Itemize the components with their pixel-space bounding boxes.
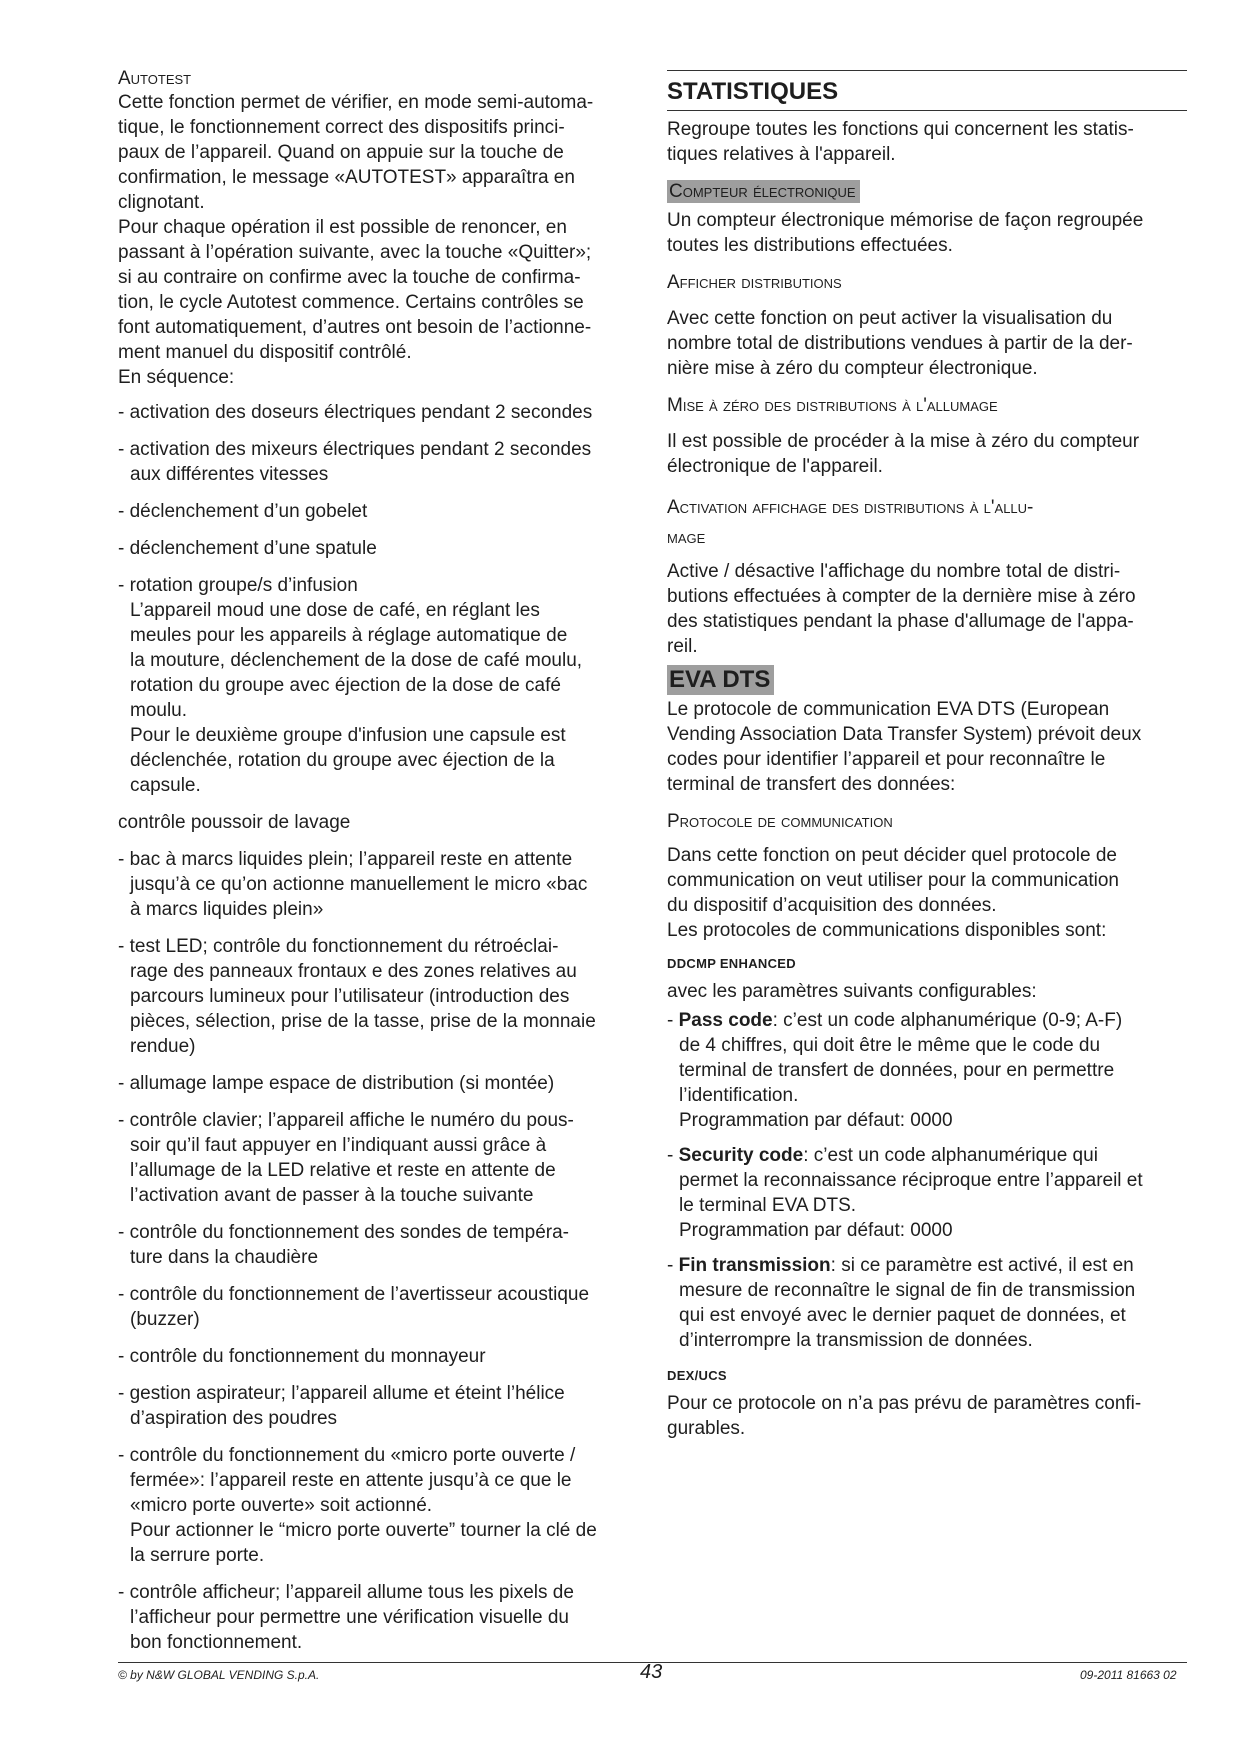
list-item [118,1220,638,1270]
intro-line: passant à l’opération suivante, avec la touche «Quitter»; [118,242,592,263]
param-line: le terminal EVA DTS. [679,1195,857,1216]
param-label: Fin transmission [678,1255,831,1276]
list-item-line: - activation des mixeurs électriques pendant 2 secondes [118,439,592,460]
afficher-line: nombre total de distributions vendues à partir de la der- [667,333,1133,354]
list-item-line: rendue) [130,1036,196,1057]
protocole-line: du dispositif d’acquisition des données. [667,895,997,916]
dex-text [667,1391,1187,1441]
list-item [118,437,638,487]
list-item-line: moulu. [130,700,188,721]
mise-line: Il est possible de procéder à la mise à zéro du compteur [667,431,1140,452]
intro-line: tique, le fonctionnement correct des dispositifs princi- [118,117,565,138]
param-line: : si ce paramètre est activé, il est en [830,1255,1134,1276]
afficher-line: nière mise à zéro du compteur électronique. [667,358,1038,379]
statistiques-heading: STATISTIQUES [667,70,1187,111]
intro-line: font automatiquement, d’autres ont besoin de l’actionne- [118,317,592,338]
list-item-line: d’aspiration des poudres [130,1408,338,1429]
intro-line: Pour chaque opération il est possible de renoncer, en [118,217,567,238]
page-number: 43 [640,1661,663,1683]
list-item-line: - activation des doseurs électriques pendant 2 secondes [118,402,593,423]
param-item [667,1253,1187,1353]
list-item-line: - bac à marcs liquides plein; l’appareil reste en attente [118,849,573,870]
eva-dts-heading: EVA DTS [667,665,774,695]
autotest-items-a [118,400,638,798]
intro-line: En séquence: [118,367,235,388]
list-item-line: - contrôle clavier; l’appareil affiche le numéro du pous- [118,1110,574,1131]
footer-copyright: © by N&W GLOBAL VENDING S.p.A. [118,1668,320,1682]
list-item-line: - contrôle du fonctionnement de l’avertisseur acoustique [118,1284,590,1305]
list-item-line: aux différentes vitesses [130,464,329,485]
dash: - [667,1145,679,1166]
list-item-line: pièces, sélection, prise de la tasse, prise de la monnaie [130,1011,596,1032]
list-item-line: l’allumage de la LED relative et reste en attente de [130,1160,556,1181]
list-item-line: - déclenchement d’une spatule [118,538,377,559]
list-item-line: à marcs liquides plein» [130,899,324,920]
dex-line: gurables. [667,1418,746,1439]
dex-line: Pour ce protocole on n’a pas prévu de paramètres confi- [667,1393,1142,1414]
list-item-line: l’activation avant de passer à la touche suivante [130,1185,534,1206]
eva-line: terminal de transfert des données: [667,774,956,795]
param-line: Programmation par défaut: 0000 [679,1220,953,1241]
autotest-items-b [118,847,638,1655]
param-line: : c’est un code alphanumérique qui [803,1145,1098,1166]
params-list [667,1008,1187,1353]
list-item [118,1108,638,1208]
list-item-line: jusqu’à ce qu’on actionne manuellement le micro «bac [130,874,588,895]
dash: - [667,1255,679,1276]
activation-line: reil. [667,636,698,657]
list-item [118,934,638,1059]
eva-line: Le protocole de communication EVA DTS (European [667,699,1110,720]
list-item-line: «micro porte ouverte» soit actionné. [130,1495,433,1516]
protocole-line: Les protocoles de communications disponibles sont: [667,920,1107,941]
intro-line: Cette fonction permet de vérifier, en mode semi-automa- [118,92,594,113]
list-item-line: l’afficheur pour permettre une vérification visuelle du [130,1607,569,1628]
activation-line: des statistiques pendant la phase d'allumage de l'appa- [667,611,1134,632]
list-item [118,1443,638,1568]
param-line: permet la reconnaissance réciproque entre l’appareil et [679,1170,1143,1191]
protocole-line: communication on veut utiliser pour la communication [667,870,1119,891]
intro-line: ment manuel du dispositif contrôlé. [118,342,412,363]
list-item [118,1344,638,1369]
param-line: de 4 chiffres, qui doit être le même que le code du [679,1035,1101,1056]
list-item-line: rage des panneaux frontaux e des zones relatives au [130,961,577,982]
statistiques-line: Regroupe toutes les fonctions qui concernent les statis- [667,119,1134,140]
list-item [118,1381,638,1431]
statistiques-line: tiques relatives à l'appareil. [667,144,896,165]
mise-heading: Mise à zéro des distributions à l'allumage [667,395,998,416]
list-item-line: rotation du groupe avec éjection de la dose de café [130,675,561,696]
dex-heading: DEX/UCS [667,1368,727,1383]
list-item [118,536,638,561]
param-item [667,1143,1187,1243]
ddcmp-heading: DDCMP ENHANCED [667,956,796,971]
list-item-line: L’appareil moud une dose de café, en réglant les [130,600,540,621]
protocole-line: Dans cette fonction on peut décider quel protocole de [667,845,1117,866]
list-item-line: (buzzer) [130,1309,200,1330]
dash: - [667,1010,679,1031]
list-item-line: - déclenchement d’un gobelet [118,501,368,522]
list-item-line: ture dans la chaudière [130,1247,319,1268]
compteur-text [667,208,1187,258]
activation-line: butions effectuées à compter de la dernière mise à zéro [667,586,1136,607]
activation-heading: Activation affichage des distributions à l'allu- mage [667,497,1034,548]
autotest-intro [118,90,638,390]
left-column [118,68,638,1667]
intro-line: clignotant. [118,192,205,213]
param-line: qui est envoyé avec le dernier paquet de données, et [679,1305,1126,1326]
intro-line: paux de l’appareil. Quand on appuie sur la touche de [118,142,564,163]
list-item [118,847,638,922]
list-item-line: parcours lumineux pour l’utilisateur (introduction des [130,986,570,1007]
param-line: d’interrompre la transmission de données. [679,1330,1033,1351]
list-item-line: meules pour les appareils à réglage automatique de [130,625,568,646]
eva-text [667,697,1187,797]
list-item [118,573,638,798]
param-label: Pass code [678,1010,773,1031]
list-item-line: - contrôle du fonctionnement du monnayeur [118,1346,486,1367]
list-item-line: la serrure porte. [130,1545,265,1566]
afficher-text [667,306,1187,381]
intro-line: confirmation, le message «AUTOTEST» apparaîtra en [118,167,575,188]
list-item-line: - rotation groupe/s d’infusion [118,575,358,596]
afficher-heading: Afficher distributions [667,272,842,293]
compteur-heading: Compteur électronique [667,180,860,203]
eva-line: Vending Association Data Transfer System) prévoit deux [667,724,1142,745]
mise-text [667,429,1187,479]
list-item [118,1071,638,1096]
intro-line: si au contraire on confirme avec la touche de confirma- [118,267,581,288]
list-item-line: Pour actionner le “micro porte ouverte” tourner la clé de [130,1520,597,1541]
compteur-line: toutes les distributions effectuées. [667,235,953,256]
list-item-line: Pour le deuxième groupe d'infusion une capsule est [130,725,566,746]
param-label: Security code [678,1145,804,1166]
param-line: : c’est un code alphanumérique (0-9; A-F) [772,1010,1123,1031]
list-item [118,1282,638,1332]
list-item-line: - test LED; contrôle du fonctionnement du rétroéclai- [118,936,559,957]
eva-line: codes pour identifier l’appareil et pour reconnaître le [667,749,1106,770]
activation-text [667,559,1187,659]
protocole-text [667,843,1187,943]
list-item-line: bon fonctionnement. [130,1632,303,1653]
list-item [118,1580,638,1655]
compteur-line: Un compteur électronique mémorise de façon regroupée [667,210,1144,231]
list-item [118,400,638,425]
statistiques-text [667,117,1187,167]
list-item-line: fermée»: l’appareil reste en attente jusqu’à ce que le [130,1470,572,1491]
list-item-line: - contrôle du fonctionnement des sondes de tempéra- [118,1222,569,1243]
list-item-line: soir qu’il faut appuyer en l’indiquant aussi grâce à [130,1135,547,1156]
list-item-line: - contrôle afficheur; l’appareil allume tous les pixels de [118,1582,574,1603]
list-item-line: capsule. [130,775,201,796]
intro-line: tion, le cycle Autotest commence. Certains contrôles se [118,292,584,313]
footer-code: 09-2011 81663 02 [1080,1668,1177,1682]
param-line: mesure de reconnaître le signal de fin de transmission [679,1280,1136,1301]
right-column [667,70,1187,1441]
param-line: Programmation par défaut: 0000 [679,1110,953,1131]
protocole-heading: Protocole de communication [667,811,893,832]
autotest-heading: Autotest [118,68,192,89]
param-line: l’identification. [679,1085,799,1106]
activation-line: Active / désactive l'affichage du nombre total de distri- [667,561,1121,582]
afficher-line: Avec cette fonction on peut activer la visualisation du [667,308,1113,329]
param-line: terminal de transfert de données, pour en permettre [679,1060,1115,1081]
mise-line: électronique de l'appareil. [667,456,883,477]
list-item-line: la mouture, déclenchement de la dose de café moulu, [130,650,583,671]
plain-line: contrôle poussoir de lavage [118,812,351,833]
param-item [667,1008,1187,1133]
list-item [118,499,638,524]
ddcmp-text: avec les paramètres suivants configurables: [667,981,1037,1002]
list-item-line: - gestion aspirateur; l’appareil allume et éteint l’hélice [118,1383,565,1404]
list-item-line: - allumage lampe espace de distribution (si montée) [118,1073,555,1094]
list-item-line: déclenchée, rotation du groupe avec éjection de la [130,750,555,771]
list-item-line: - contrôle du fonctionnement du «micro porte ouverte / [118,1445,576,1466]
